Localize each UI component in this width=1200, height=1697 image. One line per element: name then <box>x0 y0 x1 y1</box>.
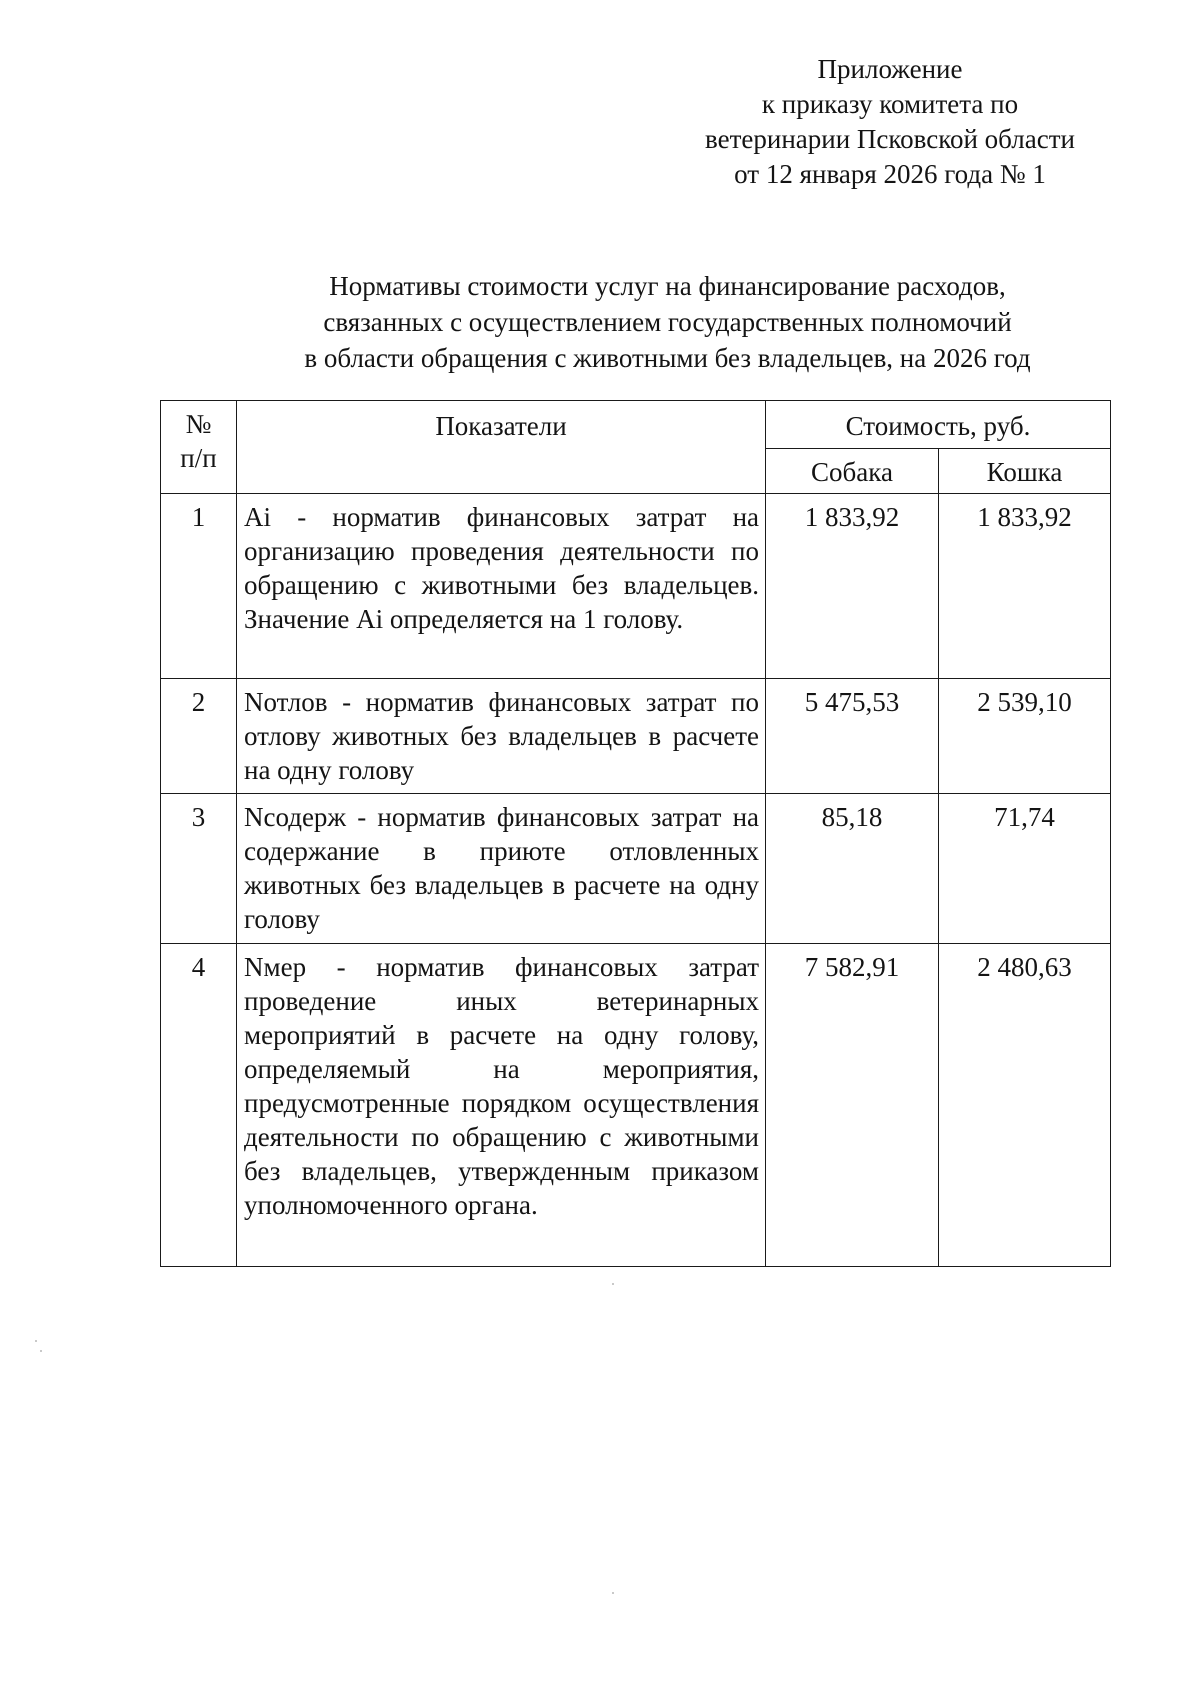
row-indicator-text: Nсодерж - норматив финансовых затрат на содержание в приюте отловленных животных без владельцев в расчете на одну голову <box>237 794 766 944</box>
row-number: 4 <box>161 944 237 1267</box>
column-header-cat: Кошка <box>939 448 1111 494</box>
row-number: 3 <box>161 794 237 944</box>
number-sign: № <box>185 409 212 439</box>
row-cat-cost: 1 833,92 <box>939 494 1111 679</box>
title-line: связанных с осуществлением государственных полномочий <box>323 307 1012 337</box>
appendix-header <box>690 52 1090 192</box>
appendix-line: ветеринарии Псковской области <box>705 124 1075 154</box>
row-cat-cost: 71,74 <box>939 794 1111 944</box>
table-row <box>161 494 1111 679</box>
row-dog-cost: 1 833,92 <box>766 494 939 679</box>
row-cat-cost: 2 539,10 <box>939 679 1111 794</box>
scan-speck <box>612 1592 614 1594</box>
row-indicator-text: Аi - норматив финансовых затрат на организацию проведения деятельности по обращению с животными без владельцев. Значение Аi определяется на 1 голову. <box>237 494 766 679</box>
row-number: 1 <box>161 494 237 679</box>
title-line: в области обращения с животными без владельцев, на 2026 год <box>304 343 1031 373</box>
column-header-number <box>161 401 237 494</box>
number-abbrev: п/п <box>180 443 217 473</box>
row-number: 2 <box>161 679 237 794</box>
row-dog-cost: 5 475,53 <box>766 679 939 794</box>
column-header-cost: Стоимость, руб. <box>766 401 1111 449</box>
scan-speck <box>612 1283 614 1285</box>
row-dog-cost: 85,18 <box>766 794 939 944</box>
table-row <box>161 944 1111 1267</box>
row-indicator-text: Nмер - норматив финансовых затрат проведение иных ветеринарных мероприятий в расчете на одну голову, определяемый на мероприятия, предусмотренные порядком осуществления деятельности по обращению с животными без владельцев, утвержденным приказом уполномоченного органа. <box>237 944 766 1267</box>
row-indicator-text: Nотлов - норматив финансовых затрат по отлову животных без владельцев в расчете на одну голову <box>237 679 766 794</box>
appendix-line: Приложение <box>817 54 963 84</box>
document-title <box>250 268 1085 376</box>
appendix-line: к приказу комитета по <box>761 89 1019 119</box>
appendix-line: от 12 января 2026 года № 1 <box>734 159 1046 189</box>
table-row <box>161 679 1111 794</box>
row-cat-cost: 2 480,63 <box>939 944 1111 1267</box>
column-header-indicators: Показатели <box>237 401 766 494</box>
title-line: Нормативы стоимости услуг на финансирование расходов, <box>329 271 1006 301</box>
scan-speck <box>35 1340 37 1342</box>
table-header-row <box>161 401 1111 449</box>
cost-norms-table <box>160 400 1111 1267</box>
column-header-dog: Собака <box>766 448 939 494</box>
table-row <box>161 794 1111 944</box>
row-dog-cost: 7 582,91 <box>766 944 939 1267</box>
scan-speck <box>40 1350 42 1352</box>
